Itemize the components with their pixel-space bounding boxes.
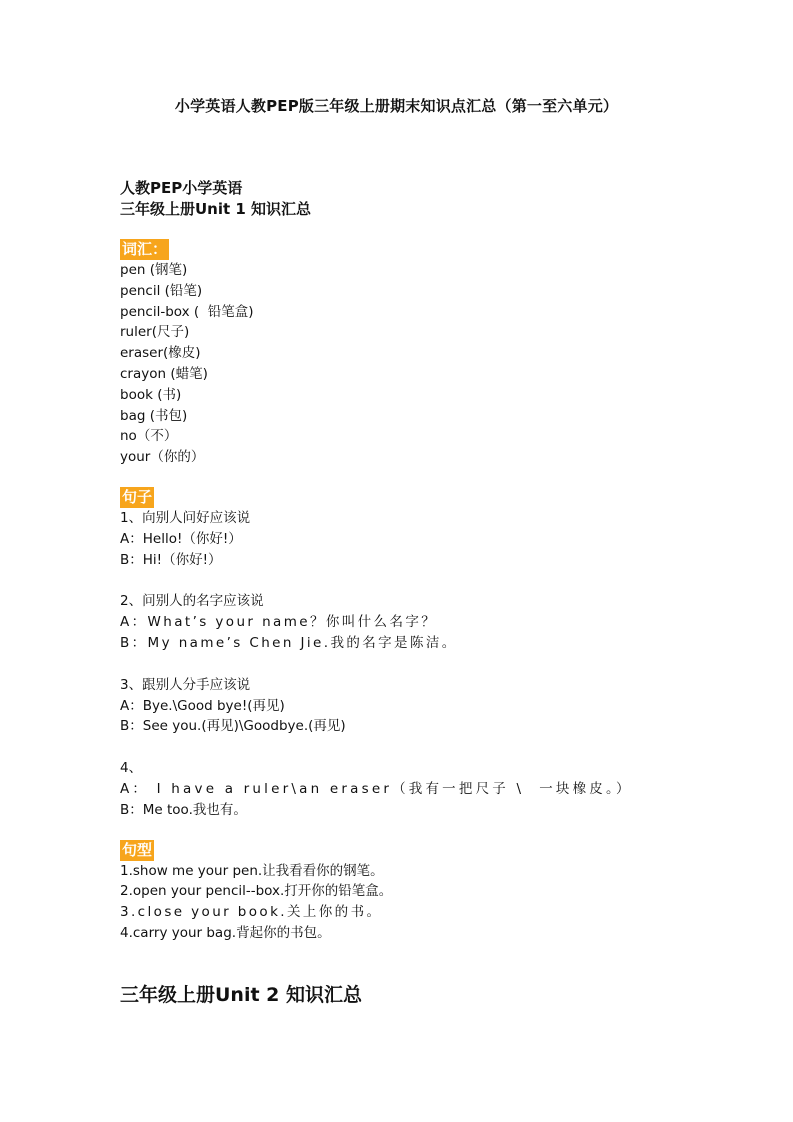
sentence-group-2 bbox=[120, 591, 680, 653]
vocab-item: pen (钢笔) bbox=[120, 262, 188, 278]
pattern-item: 4.carry your bag.背起你的书包。 bbox=[120, 924, 331, 941]
sentence-group-4 bbox=[120, 758, 680, 820]
sentence-line-a: A： I have a ruler\an eraser（我有一把尺子 \ 一块橡皮。） bbox=[120, 780, 633, 797]
vocab-item: crayon (蜡笔) bbox=[120, 365, 208, 382]
document-title: 小学英语人教PEP版三年级上册期末知识点汇总（第一至六单元） bbox=[174, 97, 619, 115]
vocab-item: eraser(橡皮) bbox=[120, 345, 201, 362]
pattern-item: 1.show me your pen.让我看看你的钢笔。 bbox=[120, 862, 384, 879]
sentence-line-a: A：Bye.\Good bye!(再见) bbox=[120, 697, 285, 714]
sentence-line-a: A：What’s your name？你叫什么名字？ bbox=[120, 614, 438, 631]
sentence-prompt: 1、向别人问好应该说 bbox=[120, 509, 251, 526]
sentence-line-a: A：Hello!（你好!） bbox=[120, 530, 242, 547]
vocab-item: book (书) bbox=[120, 386, 182, 403]
vocab-item: no（不） bbox=[120, 428, 178, 445]
sentences-label: 句子 bbox=[122, 487, 153, 506]
sentence-prompt: 4、 bbox=[120, 760, 143, 777]
vocab-item: your（你的） bbox=[120, 449, 205, 466]
sentence-group-3 bbox=[120, 675, 680, 737]
vocab-list bbox=[120, 260, 680, 468]
sentence-line-b: B：Hi!（你好!） bbox=[120, 551, 222, 568]
unit1-section bbox=[120, 178, 680, 944]
unit1-heading-series: 人教PEP小学英语 bbox=[120, 179, 243, 197]
sentence-prompt: 3、跟别人分手应该说 bbox=[120, 676, 251, 693]
unit1-heading-title: 三年级上册Unit 1 知识汇总 bbox=[120, 200, 312, 218]
vocab-label-row bbox=[120, 238, 680, 260]
patterns-label: 句型 bbox=[122, 840, 153, 859]
sentence-line-b: B：See you.(再见)\Goodbye.(再见) bbox=[120, 718, 346, 735]
vocab-item: ruler(尺子) bbox=[120, 324, 190, 341]
vocab-label: 词汇： bbox=[122, 240, 168, 258]
pattern-item: 3.close your book.关上你的书。 bbox=[120, 904, 383, 921]
sentence-group-1 bbox=[120, 508, 680, 570]
sentence-line-b: B：My name’s Chen Jie.我的名字是陈洁。 bbox=[120, 634, 458, 651]
pattern-item: 2.open your pencil--box.打开你的铅笔盒。 bbox=[120, 883, 393, 900]
sentence-line-b: B：Me too.我也有。 bbox=[120, 801, 247, 818]
patterns-list bbox=[120, 861, 680, 944]
vocab-item: pencil (铅笔) bbox=[120, 282, 203, 299]
vocab-item: bag (书包) bbox=[120, 407, 188, 424]
unit2-heading: 三年级上册Unit 2 知识汇总 bbox=[120, 984, 363, 1006]
patterns-label-row bbox=[120, 839, 680, 861]
sentence-prompt: 2、问别人的名字应该说 bbox=[120, 593, 264, 610]
sentences-label-row bbox=[120, 486, 680, 508]
vocab-item: pencil-box ( 铅笔盒) bbox=[120, 303, 254, 320]
